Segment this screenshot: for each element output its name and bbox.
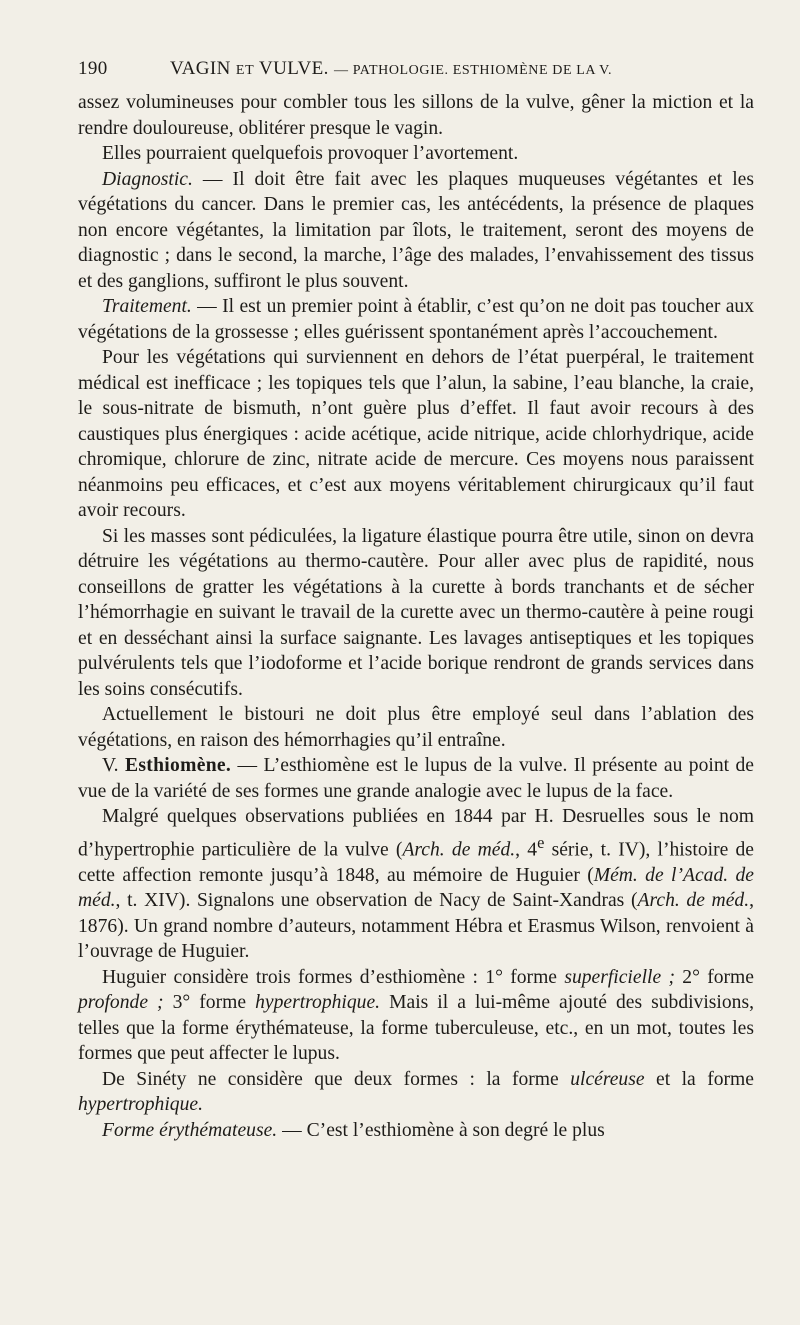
forme-hypertrophique: hypertrophique. bbox=[255, 992, 381, 1014]
paragraph-historique bbox=[78, 804, 754, 965]
paragraph-caustiques: Pour les végétations qui surviennent en dehors de l’état puerpéral, le traitement médical est inefficace ; les topiques tels que l’alun, la sabine, l’eau blanche, la craie, le sous-nitrate de bismuth, n’ont guère plus d’effet. Il faut avoir recours à des caustiques plus énergiques : acide acétique, acide nitrique, acide chlorhydrique, acide chromique, chlorure de zinc, nitrate acide de mercure. Ces moyens nous paraissent néanmoins peu efficaces, et c’est aux moyens véritablement chirurgicaux qu’il faut avoir recours. bbox=[78, 347, 754, 521]
paragraph-sinety bbox=[78, 1067, 754, 1118]
historique-text-5: , 1876). Un grand nombre d’auteurs, notamment Hébra et Erasmus Wilson, renvoient à l’ouvrage de Huguier. bbox=[78, 890, 755, 963]
section-number: V. bbox=[102, 755, 119, 776]
esthiomene-heading: Esthiomène. bbox=[124, 755, 232, 776]
diagnostic-text: — Il doit être fait avec les plaques muqueuses végétantes et les végétations du cancer. Dans le premier cas, les antécédents, la présence de plaques non encore végétantes, la limitation par îlots, le traitement, seront des moyens de diagnostic ; dans le second, la marche, l’âge des malades, l’envahissement des tissus et des ganglions, suffiront le plus souvent. bbox=[78, 168, 754, 292]
forme-hypertrophique-2: hypertrophique. bbox=[78, 1094, 203, 1116]
sinety-text-2: et la forme bbox=[644, 1068, 754, 1090]
title-vagin: VAGIN bbox=[170, 58, 231, 79]
paragraph-continuation: assez volumineuses pour combler tous les sillons de la vulve, gêner la miction et la rendre douloureuse, oblitérer presque le vagin. bbox=[78, 92, 754, 139]
forme-profonde: profonde ; bbox=[78, 992, 164, 1014]
title-section: — PATHOLOGIE. ESTHIOMÈNE DE LA V. bbox=[334, 63, 613, 78]
traitement-text: — Il est un premier point à établir, c’est qu’on ne doit pas toucher aux végétations de la grossesse ; elles guérissent spontanément après l’accouchement. bbox=[78, 296, 754, 343]
historique-text-3: série, t. IV), l’histoire de cette affection remonte jusqu’à 1848, au mémoire de Huguier ( bbox=[78, 839, 755, 886]
running-title bbox=[170, 58, 612, 80]
erythemateuse-heading: Forme érythémateuse. bbox=[102, 1119, 278, 1141]
paragraph-ligature: Si les masses sont pédiculées, la ligature élastique pourra être utile, sinon on devra détruire les végétations au thermo-cautère. Pour aller avec plus de rapidité, nous conseillons de gratter les végétations à la curette à bords tranchants et de sécher l’hémorrhagie en suivant le travail de la curette avec un thermo-cautère à peine rougi et en desséchant ainsi la surface saignante. Les lavages antiseptiques et les topiques pulvérulents tels que l’iodoforme et l’acide borique rendront de grands services dans les soins consécutifs. bbox=[78, 525, 754, 700]
forme-superficielle: superficielle ; bbox=[564, 966, 675, 988]
citation-arch-med-2: Arch. de méd. bbox=[637, 890, 750, 912]
huguier-text-1: Huguier considère trois formes d’esthiomène : 1° forme bbox=[102, 966, 565, 988]
huguier-text-2: 2° forme bbox=[674, 966, 754, 988]
running-header bbox=[78, 58, 760, 84]
historique-text-4: , t. XIV). Signalons une observation de Nacy de Saint-Xandras ( bbox=[115, 890, 638, 912]
paragraph-huguier bbox=[78, 965, 754, 1067]
diagnostic-heading: Diagnostic. bbox=[102, 168, 193, 190]
body-text bbox=[78, 90, 754, 1143]
erythemateuse-text: — C’est l’esthiomène à son degré le plus bbox=[277, 1119, 605, 1141]
citation-arch-med: Arch. de méd. bbox=[402, 839, 516, 861]
paragraph-diagnostic bbox=[78, 167, 754, 295]
paragraph-traitement bbox=[78, 294, 754, 345]
sinety-text-1: De Sinéty ne considère que deux formes : la forme bbox=[102, 1068, 571, 1090]
historique-text-2: , 4 bbox=[515, 839, 538, 861]
huguier-text-3: 3° forme bbox=[163, 992, 256, 1014]
paragraph-avortement: Elles pourraient quelquefois provoquer l’avortement. bbox=[102, 143, 519, 164]
paragraph-esthiomene bbox=[78, 753, 754, 804]
title-vulve: VULVE. bbox=[259, 58, 329, 79]
traitement-heading: Traitement. bbox=[102, 296, 192, 317]
superscript-e: e bbox=[537, 832, 545, 852]
paragraph-bistouri: Actuellement le bistouri ne doit plus être employé seul dans l’ablation des végétations, en raison des hémorrhagies qu’il entraîne. bbox=[78, 704, 754, 751]
forme-ulcereuse: ulcéreuse bbox=[570, 1068, 645, 1090]
esthiomene-text: — L’esthiomène est le lupus de la vulve. Il présente au point de vue de la variété de ses formes une grande analogie avec le lupus de la face. bbox=[78, 755, 754, 802]
title-et: ET bbox=[235, 63, 255, 78]
citation-mem-acad: Mém. de l’Acad. de méd. bbox=[78, 864, 754, 912]
historique-text-1: Malgré quelques observations publiées en 1844 par H. Desruelles sous le nom d’hypertrophie particulière de la vulve ( bbox=[78, 806, 754, 861]
paragraph-erythemateuse bbox=[78, 1118, 754, 1144]
page-number: 190 bbox=[78, 58, 108, 79]
huguier-text-4: Mais il a lui-même ajouté des subdivisions, telles que la forme érythémateuse, la forme tuberculeuse, etc., en un mot, toutes les formes que peut affecter le lupus. bbox=[78, 992, 754, 1065]
